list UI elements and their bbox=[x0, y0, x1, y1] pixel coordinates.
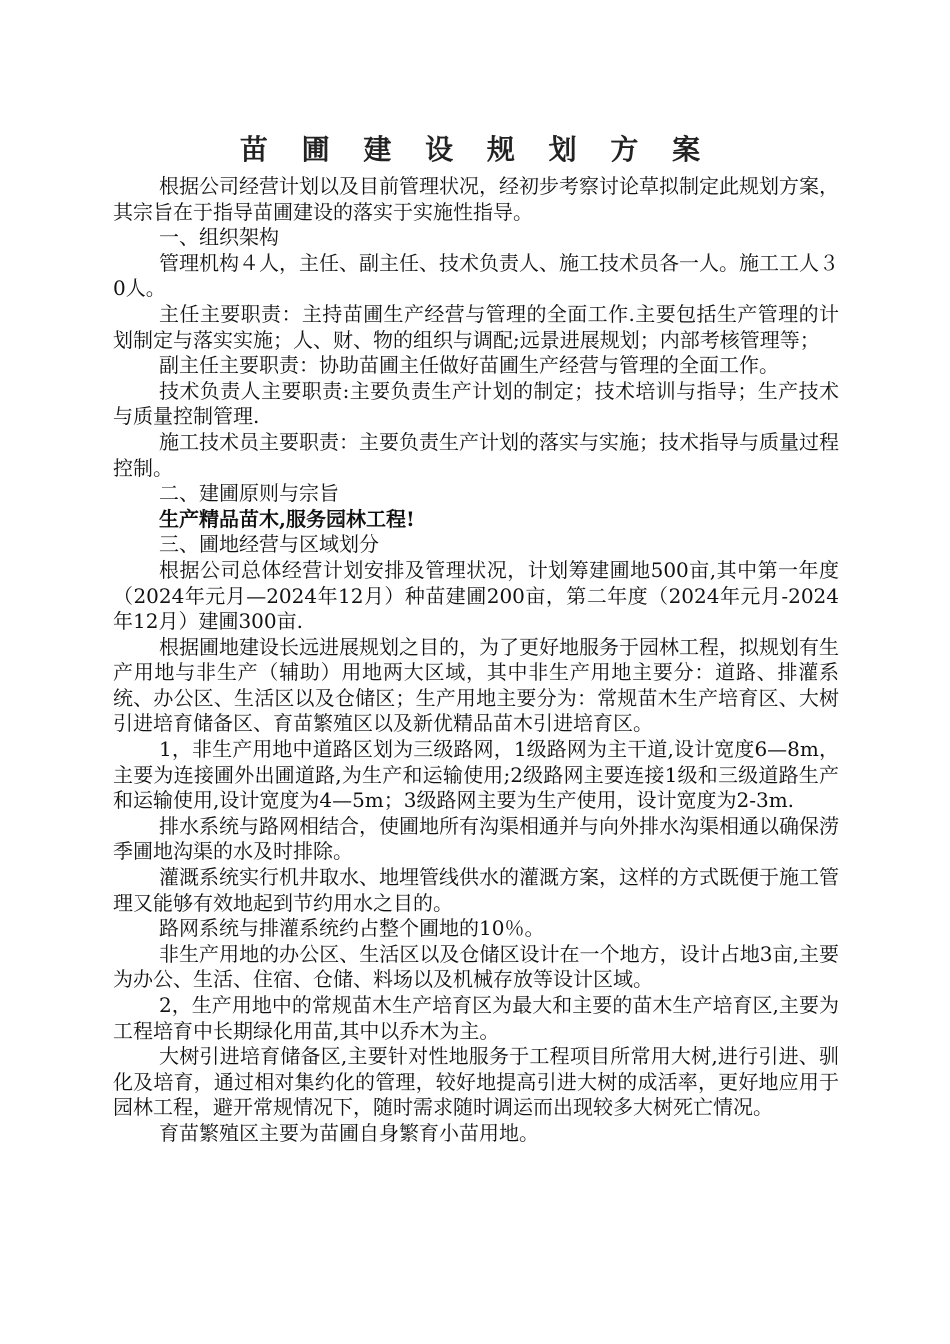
heading-organization: 一、组织架构 bbox=[159, 225, 279, 250]
paragraph-land-plan: 根据公司总体经营计划安排及管理状况，计划筹建圃地500亩,其中第一年度（2024年元月—2024年12月）种苗建圃200亩，第二年度（2024年元月-2024年12月）建圃300亩. bbox=[113, 557, 839, 634]
slogan: 生产精品苗木,服务园林工程! bbox=[159, 506, 415, 531]
heading-principles: 二、建圃原则与宗旨 bbox=[159, 481, 339, 506]
heading-land-division: 三、圃地经营与区域划分 bbox=[159, 532, 379, 557]
paragraph-staffing: 管理机构４人，主任、副主任、技术负责人、施工技术员各一人。施工工人３0人。 bbox=[113, 250, 839, 301]
paragraph-drainage: 排水系统与路网相结合，使圃地所有沟渠相通并与向外排水沟渠相通以确保涝季圃地沟渠的水及时排除。 bbox=[113, 813, 839, 864]
paragraph-intro: 根据公司经营计划以及目前管理状况，经初步考察讨论草拟制定此规划方案，其宗旨在于指导苗圃建设的落实于实施性指导。 bbox=[113, 174, 839, 224]
paragraph-office-area: 非生产用地的办公区、生活区以及仓储区设计在一个地方，设计占地3亩,主要为办公、生活、住宿、仓储、料场以及机械存放等设计区域。 bbox=[113, 941, 839, 992]
paragraph-technician-duties: 施工技术员主要职责：主要负责生产计划的落实与实施；技术指导与质量过程控制。 bbox=[113, 429, 839, 480]
paragraph-nursery-area: 育苗繁殖区主要为苗圃自身繁育小苗用地。 bbox=[159, 1120, 539, 1145]
paragraph-road-network: 1，非生产用地中道路区划为三级路网，1级路网为主干道,设计宽度6—8m，主要为连接圃外出圃道路,为生产和运输使用;2级路网主要连接1级和三级道路生产和运输使用,设计宽度为4—5m；3级路网主要为生产使用，设计宽度为2-3m. bbox=[113, 737, 839, 813]
paragraph-zoning: 根据圃地建设长远进展规划之目的，为了更好地服务于园林工程，拟规划有生产用地与非生产（辅助）用地两大区域，其中非生产用地主要分：道路、排灌系统、办公区、生活区以及仓储区；生产用地主要分为：常规苗木生产培育区、大树引进培育储备区、育苗繁殖区以及新优精品苗木引进培育区。 bbox=[113, 634, 839, 736]
paragraph-deputy-duties: 副主任主要职责：协助苗圃主任做好苗圃生产经营与管理的全面工作。 bbox=[159, 353, 779, 378]
paragraph-irrigation: 灌溉系统实行机井取水、地埋管线供水的灌溉方案，这样的方式既便于施工管理又能够有效地起到节约用水之目的。 bbox=[113, 865, 839, 915]
paragraph-large-tree-area: 大树引进培育储备区,主要针对性地服务于工程项目所常用大树,进行引进、驯化及培育，通过相对集约化的管理，较好地提高引进大树的成活率，更好地应用于园林工程，避开常规情况下，随时需求随时调运而出现较多大树死亡情况。 bbox=[113, 1044, 839, 1120]
paragraph-technical-lead-duties: 技术负责人主要职责:主要负责生产计划的制定；技术培训与指导；生产技术与质量控制管理. bbox=[113, 378, 839, 429]
document-page bbox=[113, 128, 839, 1147]
document-title: 苗 圃 建 设 规 划 方 案 bbox=[239, 133, 713, 166]
paragraph-network-share: 路网系统与排灌系统约占整个圃地的10％。 bbox=[159, 916, 545, 941]
paragraph-production-area: 2，生产用地中的常规苗木生产培育区为最大和主要的苗木生产培育区,主要为工程培育中长期绿化用苗,其中以乔木为主。 bbox=[113, 993, 839, 1043]
paragraph-director-duties: 主任主要职责：主持苗圃生产经营与管理的全面工作.主要包括生产管理的计划制定与落实实施；人、财、物的组织与调配;远景进展规划；内部考核管理等； bbox=[113, 301, 839, 352]
